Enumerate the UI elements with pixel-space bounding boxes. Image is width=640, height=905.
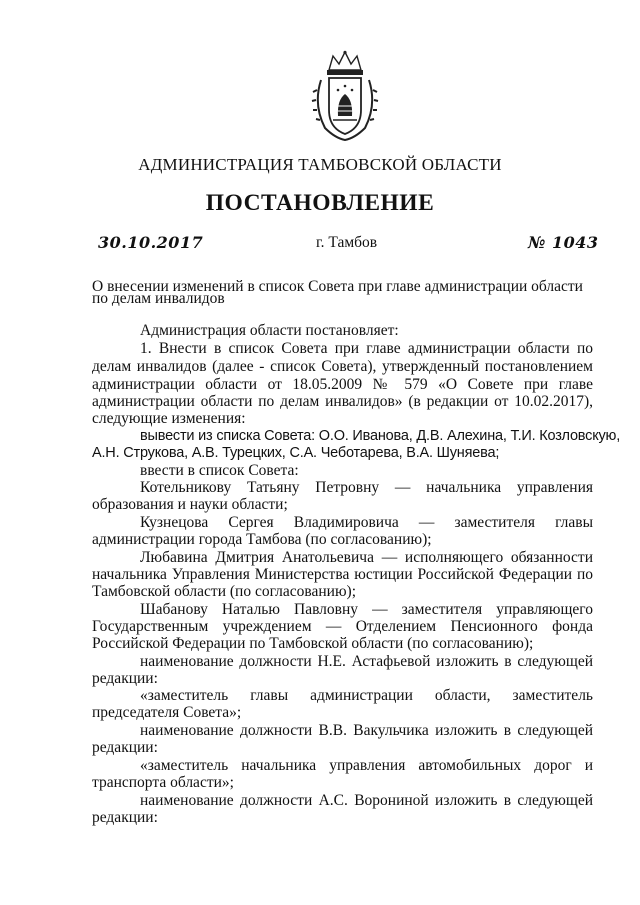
astafieva-line-3: «заместитель главы администрации области, заместитель <box>140 687 593 704</box>
vakulchik-line-3: «заместитель начальника управления автомобильных дорог и <box>140 757 593 774</box>
document-date: 30.10.2017 <box>98 233 204 252</box>
item-1-line-1: 1. Внести в список Совета при главе администрации области по <box>140 340 593 357</box>
astafieva-line-1: наименование должности Н.Е. Астафьевой изложить в следующей <box>140 653 593 670</box>
member-kuznetsov-line-1: Кузнецова Сергея Владимировича — заместителя главы <box>140 514 593 531</box>
city-name: г. Тамбов <box>316 234 378 251</box>
document-number: № 1043 <box>528 233 599 252</box>
member-kuznetsov-line-2: администрации города Тамбова (по согласованию); <box>92 531 432 548</box>
vakulchik-line-4: транспорта области»; <box>92 774 234 791</box>
organization-title: АДМИНИСТРАЦИЯ ТАМБОВСКОЙ ОБЛАСТИ <box>138 155 502 174</box>
vakulchik-line-1: наименование должности В.В. Вакульчика изложить в следующей <box>140 722 593 739</box>
subject-line-2: по делам инвалидов <box>92 290 225 307</box>
member-shabanova-line-2: Государственным учреждением — Отделением Пенсионного фонда <box>92 618 593 635</box>
member-lyubavin-line-3: Тамбовской области (по согласованию); <box>92 583 357 600</box>
add-list-intro: ввести в список Совета: <box>140 462 299 479</box>
item-1-line-4: администрации области по делам инвалидов» (в редакции от 10.02.2017), <box>92 393 593 410</box>
item-1-line-5: следующие изменения: <box>92 410 246 427</box>
vakulchik-line-2: редакции: <box>92 739 158 756</box>
voronina-line-2: редакции: <box>92 809 158 826</box>
item-1-line-2: делам инвалидов (далее - список Совета), утвержденный постановлением <box>92 358 593 375</box>
remove-list-line-2: А.Н. Струкова, А.В. Турецких, С.А. Чеботарева, В.А. Шуняева; <box>92 445 500 461</box>
document-type-title: ПОСТАНОВЛЕНИЕ <box>205 190 435 216</box>
member-kotelnikova-line-1: Котельникову Татьяну Петровну — начальника управления <box>140 479 593 496</box>
astafieva-line-2: редакции: <box>92 670 158 687</box>
intro-paragraph: Администрация области постановляет: <box>140 322 399 339</box>
voronina-line-1: наименование должности А.С. Ворониной изложить в следующей <box>140 792 593 809</box>
member-lyubavin-line-1: Любавина Дмитрия Анатольевича — исполняющего обязанности <box>140 549 593 566</box>
astafieva-line-4: председателя Совета»; <box>92 704 242 721</box>
member-lyubavin-line-2: начальника Управления Министерства юстиции Российской Федерации по <box>92 566 593 583</box>
subject-line-1: О внесении изменений в список Совета при главе администрации области <box>92 278 583 295</box>
member-kotelnikova-line-2: образования и науки области; <box>92 496 288 513</box>
item-1-line-3: администрации области от 18.05.2009 № 579 «О Совете при главе <box>92 376 593 393</box>
member-shabanova-line-3: Российской Федерации по Тамбовской области (по согласованию); <box>92 635 534 652</box>
remove-list-line-1: вывести из списка Совета: О.О. Иванова, Д.В. Алехина, Т.И. Козловскую, <box>140 428 621 444</box>
member-shabanova-line-1: Шабанову Наталью Павловну — заместителя управляющего <box>140 601 593 618</box>
tambov-coat-of-arms-icon <box>311 50 379 142</box>
